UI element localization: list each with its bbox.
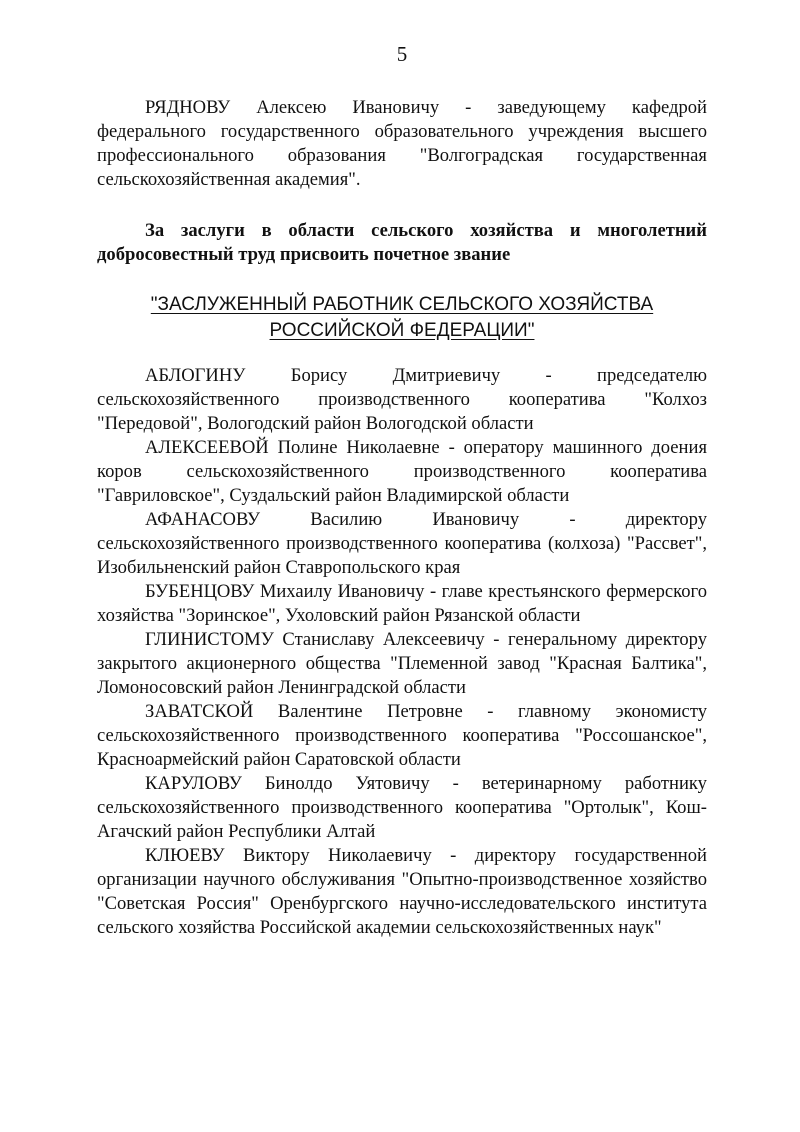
award-entry	[97, 508, 707, 580]
award-entry	[97, 700, 707, 772]
entry-text: Борису Дмитриевичу - председателю сельскохозяйственного производственного кооператива "Колхоз "Передовой", Вологодский район Вологодской области	[97, 365, 707, 434]
entry-surname: БУБЕНЦОВУ	[145, 581, 255, 602]
award-title	[97, 292, 707, 344]
award-entry	[97, 436, 707, 508]
entry-surname: ГЛИНИСТОМУ	[145, 629, 274, 650]
award-entry	[97, 772, 707, 844]
award-entry	[97, 628, 707, 700]
entry-surname: РЯДНОВУ	[145, 97, 231, 118]
entry-surname: АЛЕКСЕЕВОЙ	[145, 437, 269, 458]
award-entry	[97, 844, 707, 940]
award-title-line-1: "ЗАСЛУЖЕННЫЙ РАБОТНИК СЕЛЬСКОГО ХОЗЯЙСТВА	[150, 294, 654, 315]
award-entry	[97, 580, 707, 628]
entry-text: Станиславу Алексеевичу - генеральному директору закрытого акционерного общества "Племенной завод "Красная Балтика", Ломоносовский район Ленинградской области	[97, 629, 708, 698]
entry-text: Василию Ивановичу - директору сельскохозяйственного производственного кооператива (колхоза) "Рассвет", Изобильненский район Ставропольского края	[97, 509, 707, 578]
entry-surname: КЛЮЕВУ	[145, 845, 225, 866]
award-intro-text: За заслуги в области сельского хозяйства и многолетний добросовестный труд присвоить почетное звание	[97, 220, 707, 265]
entry-text: Полине Николаевне - оператору машинного доения коров сельскохозяйственного производственного кооператива "Гавриловское", Суздальский район Владимирской области	[97, 437, 707, 506]
entry-text: Михаилу Ивановичу - главе крестьянского фермерского хозяйства "Зоринское", Ухоловский район Рязанской области	[97, 581, 707, 626]
entry-surname: КАРУЛОВУ	[145, 773, 242, 794]
page-number: 5	[396, 42, 408, 66]
entry-surname: АФАНАСОВУ	[145, 509, 261, 530]
award-entry-first	[97, 96, 707, 192]
award-title-line-2: РОССИЙСКОЙ ФЕДЕРАЦИИ"	[269, 320, 535, 341]
entry-surname: ЗАВАТСКОЙ	[145, 701, 254, 722]
entry-text: Виктору Николаевичу - директору государственной организации научного обслуживания "Опытно-производственное хозяйство "Советская Россия" Оренбургского научно-исследовательского института сельского хозяйства Российской академии сельскохозяйственных наук"	[97, 845, 707, 938]
entry-text: Бинолдо Уятовичу - ветеринарному работнику сельскохозяйственного производственного кооператива "Ортолык", Кош-Агачский район Республики Алтай	[97, 773, 707, 842]
award-entry	[97, 364, 707, 436]
entry-text: Алексею Ивановичу - заведующему кафедрой федерального государственного образовательного учреждения высшего профессионального образования "Волгоградская государственная сельскохозяйственная академия".	[97, 97, 708, 190]
entry-surname: АБЛОГИНУ	[145, 365, 246, 386]
award-entries-list	[97, 364, 707, 940]
entry-text: Валентине Петровне - главному экономисту сельскохозяйственного производственного кооператива "Россошанское", Красноармейский район Саратовской области	[97, 701, 707, 770]
